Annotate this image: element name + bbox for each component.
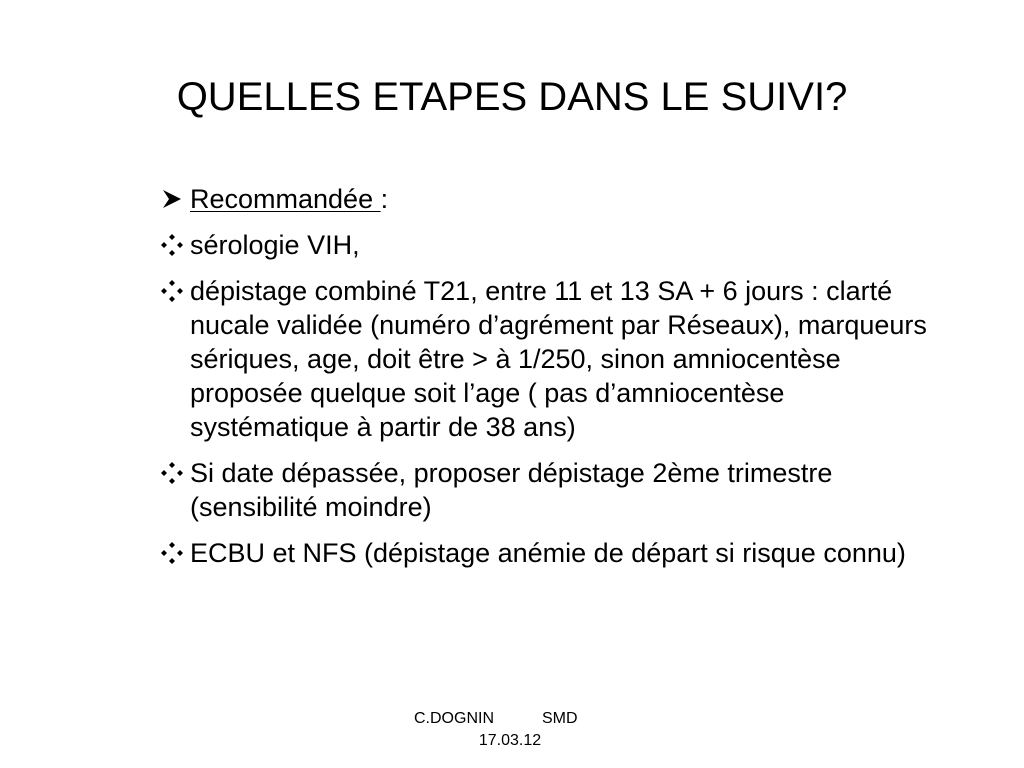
- footer-date: 17.03.12: [478, 732, 542, 749]
- list-item-ecbu-nfs: [160, 536, 950, 570]
- list-item-recommended-heading: [160, 182, 950, 216]
- slide-footer: [380, 708, 644, 752]
- arrowhead-icon: [160, 182, 190, 216]
- list-item-combined-screening: [160, 274, 950, 444]
- hiv-serology-text: sérologie VIH,: [190, 230, 360, 260]
- ecbu-nfs-text: ECBU et NFS (dépistage anémie de départ si risque connu): [190, 538, 906, 568]
- footer-organization: SMD: [542, 710, 578, 727]
- recommended-colon: :: [380, 184, 389, 214]
- slide-title: QUELLES ETAPES DANS LE SUIVI?: [176, 75, 848, 119]
- four-diamond-icon: [160, 456, 190, 490]
- footer-author-line: [380, 708, 644, 730]
- list-item-late-screening: [160, 456, 950, 524]
- combined-screening-text: dépistage combiné T21, entre 11 et 13 SA + 6 jours : clarté nucale validée (numéro d’agrément par Réseaux), marqueurs sériques, age, doit être > à 1/250, sinon amniocentèse proposée quelque soit l’age ( pas d’amniocentèse systématique à partir de 38 ans): [190, 276, 927, 442]
- bullet-list: [160, 182, 950, 582]
- late-screening-text: Si date dépassée, proposer dépistage 2ème trimestre (sensibilité moindre): [190, 458, 833, 522]
- four-diamond-icon: [160, 536, 190, 570]
- four-diamond-icon: [160, 228, 190, 262]
- footer-author: C.DOGNIN: [414, 710, 494, 727]
- four-diamond-icon: [160, 274, 190, 308]
- recommended-label: Recommandée: [190, 184, 381, 214]
- list-item-hiv-serology: [160, 228, 950, 262]
